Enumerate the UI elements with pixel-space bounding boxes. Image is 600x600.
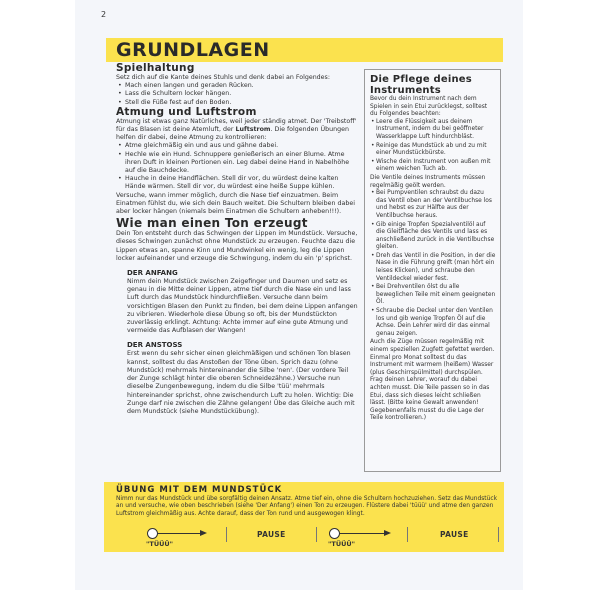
atmung-list	[116, 142, 359, 191]
section-anfang	[116, 269, 359, 335]
arrow-line	[339, 533, 385, 534]
list-item: • Gib einige Tropfen Spezialventilöl auf die Gleitfläche des Ventils und lass es anschließend zurück in die Ventilbuchse gleiten.	[376, 222, 496, 252]
list-item: • Wische dein Instrument von außen mit einem weichen Tuch ab.	[376, 159, 496, 174]
pflege-list-1	[370, 119, 496, 174]
bar-line	[498, 527, 499, 542]
heading-anstoss: DER ANSTOSS	[127, 341, 183, 350]
pflege-intro: Bevor du dein Instrument nach dem Spielen in sein Etui zurücklegst, solltest du Folgendes beachten:	[370, 96, 488, 118]
spielhaltung-list	[116, 82, 359, 107]
pflege-middle: Die Ventile deines Instruments müssen regelmäßig geölt werden.	[370, 174, 486, 189]
main-column	[116, 63, 359, 416]
list-item: • Lass die Schultern locker hängen.	[125, 90, 359, 98]
heading-anfang: DER ANFANG	[127, 269, 178, 278]
list-item: • Bei Drehventilen ölst du alle beweglichen Teile mit einem geeigneten Öl.	[376, 284, 496, 307]
arrow-right-icon	[384, 530, 391, 536]
anstoss-text: Erst wenn du sehr sicher einen gleichmäßigen und schönen Ton blasen kannst, solltest du das Anstoßen der Töne üben. Sprich dazu (ohne Mundstück) mehrmals hintereinander die Silbe 'nen'. (Der vordere Teil der Zunge schlägt hinter die oberen Schneidezähne.) Versuche nun dieselbe Zungenbewegung, indem du die Silbe 'tüü' mehrmals hintereinander sprichst, ohne zwischendurch Luft zu holen. Wichtig: Die Zunge darf nie zwischen die Zähne gelangen! Übe das Gleiche auch mit dem Mundstück (siehe Mundstückübung).	[127, 350, 355, 415]
ton-text: Dein Ton entsteht durch das Schwingen der Lippen im Mundstück. Versuche, dieses Schwingen zunächst ohne Mundstück zu erzeugen. Feuchte dazu die Lippen etwas an, spanne Kinn und Mundwinkel ein wenig, leg die Lippen locker aufeinander und erzeuge die Schwingung, indem du ein 'p' sprichst.	[116, 230, 358, 262]
list-item: • Leere die Flüssigkeit aus deinem Instrument, indem du bei geöffneter Wasserklappe Luft hindurchbläst.	[376, 119, 496, 142]
care-sidebar-box	[364, 69, 501, 472]
bar-line	[407, 527, 408, 542]
section-anstoss	[116, 341, 359, 416]
exercise-text: Nimm nur das Mundstück und übe sorgfältig deinen Ansatz. Atme tief ein, ohne die Schultern hochzuziehen. Setz das Mundstück an und versuche, wie oben beschrieben (siehe 'Der Anfang') einen Ton zu erzeugen. Flüstere dabei 'tüüü' und atme den ganzen Luftstrom gleichmäßig aus. Achte darauf, dass der Ton rund und ausgewogen klingt.	[116, 496, 497, 517]
list-item: • Stell die Füße fest auf den Boden.	[125, 99, 359, 107]
list-item: • Atme gleichmäßig ein und aus und gähne dabei.	[125, 142, 359, 150]
arrow-line	[157, 533, 201, 534]
syllable-label: "TÜÜÜ"	[328, 540, 356, 548]
list-item: • Mach einen langen und geraden Rücken.	[125, 82, 359, 90]
pflege-outro: Auch die Züge müssen regelmäßig mit einem speziellen Zugfett gefettet werden. Einmal pro Monat solltest du das Instrument mit warmem (heißem) Wasser (plus Geschirrspülmittel) durchspülen. Frag deinen Lehrer, worauf du dabei achten musst. Die Teile passen so in das Etui, dass sich dieses leicht schließen lässt. (Bitte keine Gewalt anwenden! Gegebenenfalls musst du die Lage der Teile kontrollieren.)	[370, 339, 495, 422]
list-item: • Hechle wie ein Hund. Schnuppere genießerisch an einer Blume. Atme ihren Duft in kleinen Portionen ein. Leg dabei deine Hand in Nabelhöhe auf die Bauchdecke.	[125, 151, 359, 176]
pflege-list-2	[370, 190, 496, 338]
arrow-right-icon	[200, 530, 207, 536]
luftstrom-bold: Luftstrom	[235, 126, 271, 134]
list-item: • Schraube die Deckel unter den Ventilen los und gib wenige Tropfen Öl auf die Achse. Dein Lehrer wird dir das einmal genau zeigen.	[376, 308, 496, 338]
atmung-intro: Atmung ist etwas ganz Natürliches, weil jeder ständig atmet. Der 'Treibstoff' für das Blasen ist deine Atemluft, der Luftstrom. Die folgenden Übungen helfen dir dabei, deine Atmung zu kontrollieren:	[116, 117, 357, 142]
list-item: • Bei Pumpventilen schraubst du dazu das Ventil oben an der Ventilbuchse los und hebst es zur Hälfte aus der Ventilbuchse heraus.	[376, 190, 496, 220]
heading-spielhaltung: Spielhaltung	[116, 62, 195, 74]
page-title: GRUNDLAGEN	[116, 39, 270, 61]
exercise-diagram	[104, 526, 504, 550]
bar-line	[316, 527, 317, 542]
heading-atmung: Atmung und Luftstrom	[116, 105, 257, 118]
spielhaltung-intro: Setz dich auf die Kante deines Stuhls und denk dabei an Folgendes:	[116, 74, 330, 81]
bar-line	[226, 527, 227, 542]
heading-pflege: Die Pflege deines Instruments	[370, 74, 472, 96]
heading-ton: Wie man einen Ton erzeugt	[116, 216, 308, 231]
heading-exercise: ÜBUNG MIT DEM MUNDSTÜCK	[116, 485, 283, 495]
list-item: • Reinige das Mundstück ab und zu mit einer Mundstückbürste.	[376, 143, 496, 158]
anfang-text: Nimm dein Mundstück zwischen Zeigefinger und Daumen und setz es genau in die Mitte deiner Lippen, atme tief durch die Nase ein und lass Luft durch das Mundstück hindurchfließen. Versuche dann beim vorsichtigen Blasen den Punkt zu finden, bei dem deine Lippen anfangen zu vibrieren. Wiederhole diese Übung so oft, bis der Mundstückton zuverlässig erklingt. Achtung: Achte immer auf eine gute Atmung und vermeide das Aufblasen der Wangen!	[127, 278, 358, 335]
page-number: 2	[101, 10, 107, 19]
list-item: • Hauche in deine Handflächen. Stell dir vor, du würdest deine kalten Hände wärmen. Stell dir vor, du würdest eine heiße Suppe kühlen.	[125, 175, 359, 191]
section-banner	[106, 38, 503, 62]
pause-label: PAUSE	[257, 530, 286, 539]
list-item: • Dreh das Ventil in die Position, in der die Nase in die Führung greift (man hört ein leises Klicken), und schraube den Ventildeckel wieder fest.	[376, 253, 496, 283]
pause-label: PAUSE	[440, 530, 469, 539]
atmung-outro: Versuche, wann immer möglich, durch die Nase tief einzuatmen. Beim Einatmen fühlst du, wie sich dein Bauch weitet. Die Schultern bleiben dabei aber locker hängen (niemals beim Einatmen die Schultern anheben!!!).	[116, 191, 356, 216]
syllable-label: "TÜÜÜ"	[146, 540, 174, 548]
